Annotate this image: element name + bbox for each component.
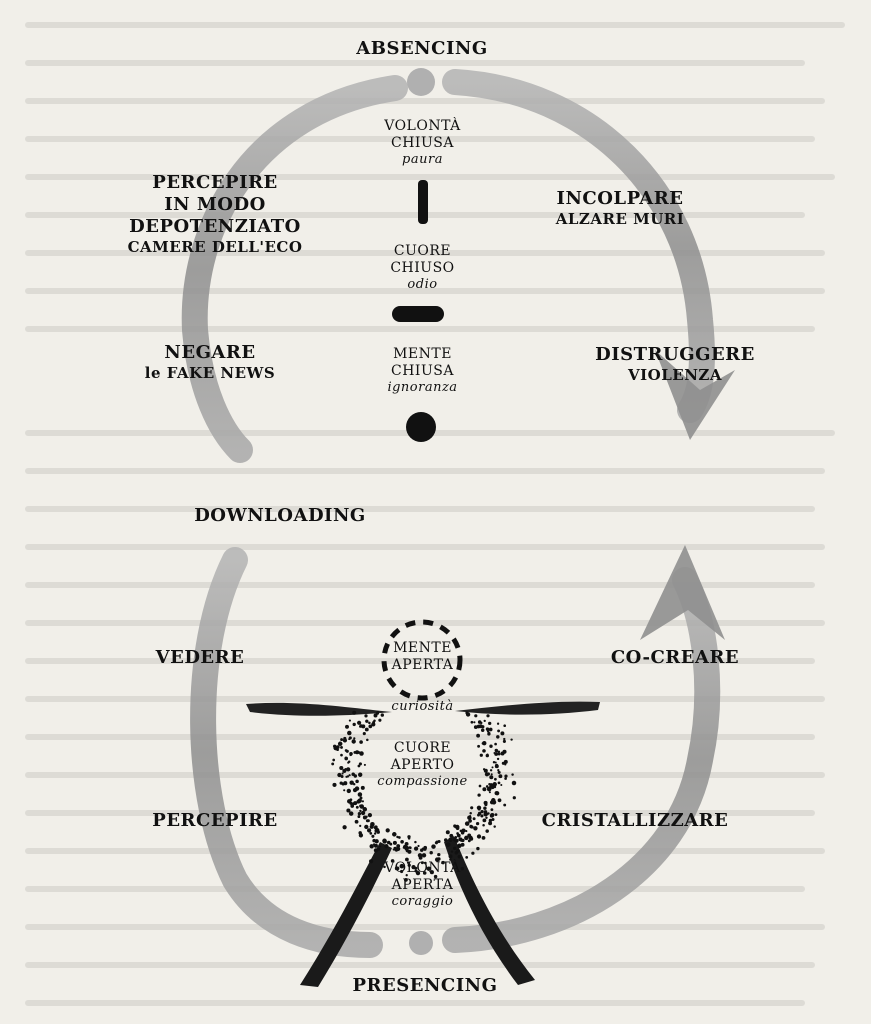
stipple-dot <box>418 853 422 857</box>
open-figure-right-leg <box>444 836 535 985</box>
stipple-dot <box>338 742 343 747</box>
stipple-dot <box>474 725 478 729</box>
stipple-dot <box>469 815 471 817</box>
stipple-dot <box>368 722 371 725</box>
stipple-dot <box>446 830 450 834</box>
stipple-dot <box>477 806 481 810</box>
stipple-dot <box>382 839 386 843</box>
stipple-dot <box>405 846 409 850</box>
stipple-dot <box>349 736 352 739</box>
label-open-heart: CUORE APERTO compassione <box>377 740 468 790</box>
label-downloading: DOWNLOADING <box>194 505 366 526</box>
stipple-dot <box>405 842 409 846</box>
stipple-dot <box>473 721 475 723</box>
stipple-dot <box>408 837 411 840</box>
stipple-dot <box>492 800 497 805</box>
label-presencing: PRESENCING <box>352 975 498 996</box>
stipple-dot <box>486 727 489 730</box>
stipple-dot <box>356 800 360 804</box>
stipple-dot <box>451 850 453 852</box>
label-open-mind: MENTE APERTA <box>391 640 454 674</box>
label-vedere: VEDERE <box>155 647 245 668</box>
stipple-dot <box>357 721 361 725</box>
stipple-dot <box>363 732 366 735</box>
stipple-dot <box>481 728 484 731</box>
stipple-dot <box>449 834 453 838</box>
stipple-dot <box>470 837 474 841</box>
stipple-dot <box>482 836 486 840</box>
stipple-dot <box>458 855 461 858</box>
stipple-dot <box>340 746 343 749</box>
stipple-dot <box>369 844 373 848</box>
stipple-dot <box>342 825 346 829</box>
stipple-dot <box>339 766 343 770</box>
stipple-dot <box>489 819 492 822</box>
stipple-dot <box>457 834 461 838</box>
stipple-dot <box>422 847 424 849</box>
stipple-dot <box>435 841 438 844</box>
stipple-dot <box>465 830 467 832</box>
label-open-mind-sub: curiosità <box>391 699 454 714</box>
stipple-dot <box>480 814 483 817</box>
stipple-dot <box>503 804 506 807</box>
stipple-dot <box>359 810 361 812</box>
stipple-dot <box>372 721 375 724</box>
stipple-dot <box>357 815 360 818</box>
stipple-dot <box>473 826 477 830</box>
stipple-dot <box>340 754 343 757</box>
stipple-dot <box>387 841 391 845</box>
stipple-dot <box>461 843 465 847</box>
closed-heart-bar <box>392 306 444 322</box>
stipple-dot <box>470 825 473 828</box>
stipple-dot <box>396 844 400 848</box>
stipple-dot <box>470 806 473 809</box>
stipple-dot <box>371 835 374 838</box>
stipple-dot <box>377 848 380 851</box>
stipple-dot <box>485 817 487 819</box>
stipple-dot <box>500 731 504 735</box>
stipple-dot <box>350 804 354 808</box>
stipple-dot <box>482 818 486 822</box>
stipple-dot <box>347 731 351 735</box>
stipple-dot <box>478 834 481 837</box>
stipple-dot <box>489 728 493 732</box>
stipple-dot <box>369 832 372 835</box>
label-incolpare: INCOLPARE ALZARE MURI <box>555 188 685 228</box>
stipple-dot <box>448 838 452 842</box>
stipple-dot <box>361 811 365 815</box>
stipple-dot <box>497 723 499 725</box>
stipple-dot <box>471 852 474 855</box>
stipple-dot <box>342 772 344 774</box>
stipple-dot <box>336 748 339 751</box>
stipple-dot <box>449 854 453 858</box>
label-co-creare: CO-CREARE <box>610 647 740 668</box>
stipple-dot <box>461 839 464 842</box>
stipple-dot <box>379 845 381 847</box>
stipple-dot <box>386 828 390 832</box>
stipple-dot <box>359 825 361 827</box>
stipple-dot <box>500 784 502 786</box>
stipple-dot <box>503 740 506 743</box>
stipple-dot <box>512 781 517 786</box>
stipple-dot <box>479 724 483 728</box>
stipple-dot <box>422 853 426 857</box>
stipple-dot <box>359 833 363 837</box>
stipple-dot <box>345 725 349 729</box>
stipple-dot <box>484 720 486 722</box>
stipple-dot <box>495 791 499 795</box>
stipple-dot <box>490 808 493 811</box>
label-closed-mind: MENTE CHIUSA ignoranza <box>387 346 458 396</box>
stipple-dot <box>359 805 362 808</box>
stipple-dot <box>501 752 505 756</box>
presencing-dot <box>409 931 433 955</box>
stipple-dot <box>461 831 465 835</box>
stipple-dot <box>368 725 372 729</box>
open-heart-dotted-body <box>331 711 516 882</box>
stipple-dot <box>331 762 334 765</box>
stipple-dot <box>437 853 440 856</box>
stipple-dot <box>496 735 499 738</box>
stipple-dot <box>374 826 377 829</box>
label-percepire-depotenziato: PERCEPIRE IN MODO DEPOTENZIATO CAMERE DELL'ECO <box>127 172 303 256</box>
stipple-dot <box>471 721 474 724</box>
stipple-dot <box>444 838 448 842</box>
stipple-dot <box>493 825 495 827</box>
stipple-dot <box>489 791 491 793</box>
stipple-dot <box>456 849 460 853</box>
stipple-dot <box>490 814 494 818</box>
closed-mind-dot <box>406 412 436 442</box>
stipple-dot <box>366 819 369 822</box>
stipple-dot <box>364 825 368 829</box>
label-absencing: ABSENCING <box>356 38 488 59</box>
stipple-dot <box>368 813 372 817</box>
stipple-dot <box>340 738 343 741</box>
stipple-dot <box>476 847 479 850</box>
stipple-dot <box>455 825 459 829</box>
stipple-dot <box>392 832 397 837</box>
stipple-dot <box>504 763 506 765</box>
stipple-dot <box>476 734 480 738</box>
stipple-dot <box>511 773 513 775</box>
stipple-dot <box>485 829 488 832</box>
stipple-dot <box>504 777 507 780</box>
stipple-dot <box>393 841 397 845</box>
stipple-dot <box>384 844 388 848</box>
stipple-dot <box>483 812 487 816</box>
stipple-dot <box>414 846 418 850</box>
stipple-dot <box>498 798 502 802</box>
stipple-dot <box>414 841 416 843</box>
stipple-dot <box>409 846 412 849</box>
lower-right-arrowhead <box>640 545 725 640</box>
stipple-dot <box>513 796 516 799</box>
stipple-dot <box>376 830 380 834</box>
label-negare: NEGARE le FAKE NEWS <box>144 342 276 382</box>
stipple-dot <box>482 824 485 827</box>
stipple-dot <box>363 815 367 819</box>
stipple-dot <box>400 840 404 844</box>
stipple-dot <box>359 725 361 727</box>
stipple-dot <box>497 729 500 732</box>
stipple-dot <box>495 813 498 816</box>
stipple-dot <box>467 833 471 837</box>
stipple-dot <box>488 722 491 725</box>
stipple-dot <box>477 793 480 796</box>
closed-will-bar <box>418 180 428 224</box>
stipple-dot <box>349 720 351 722</box>
stipple-dot <box>394 847 397 850</box>
label-percepire-lower: PERCEPIRE <box>152 810 278 831</box>
stipple-dot <box>365 720 368 723</box>
stipple-dot <box>374 832 376 834</box>
absencing-dot <box>407 68 435 96</box>
stipple-dot <box>465 856 468 859</box>
label-closed-will: VOLONTÀ CHIUSA paura <box>384 118 461 168</box>
stipple-dot <box>484 803 487 806</box>
stipple-dot <box>356 806 359 809</box>
stipple-dot <box>370 825 374 829</box>
stipple-dot <box>486 714 489 717</box>
stipple-dot <box>469 812 471 814</box>
stipple-dot <box>476 822 479 825</box>
stipple-dot <box>504 774 507 777</box>
stipple-dot <box>488 732 490 734</box>
stipple-dot <box>473 817 476 820</box>
stipple-dot <box>403 847 405 849</box>
stipple-dot <box>510 738 512 740</box>
stipple-dot <box>438 840 441 843</box>
stipple-dot <box>455 839 459 843</box>
stipple-dot <box>349 811 353 815</box>
stipple-dot <box>358 812 361 815</box>
stipple-dot <box>353 723 356 726</box>
stipple-dot <box>374 848 378 852</box>
stipple-dot <box>378 719 381 722</box>
stipple-dot <box>504 760 508 764</box>
stipple-dot <box>337 773 341 777</box>
stipple-dot <box>468 819 472 823</box>
label-distruggere: DISTRUGGERE VIOLENZA <box>595 344 755 384</box>
stipple-dot <box>455 836 458 839</box>
label-cristallizzare: CRISTALLIZZARE <box>541 810 729 831</box>
stipple-dot <box>372 839 376 843</box>
stipple-dot <box>367 828 371 832</box>
label-closed-heart: CUORE CHIUSO odio <box>390 243 455 293</box>
stipple-dot <box>362 800 364 802</box>
stipple-dot <box>333 745 336 748</box>
stipple-dot <box>503 724 506 727</box>
stipple-dot <box>332 783 336 787</box>
stipple-dot <box>352 711 356 715</box>
stipple-dot <box>417 845 419 847</box>
stipple-dot <box>355 820 358 823</box>
stipple-dot <box>483 806 486 809</box>
stipple-dot <box>358 792 363 797</box>
stipple-dot <box>365 728 369 732</box>
stipple-dot <box>398 836 401 839</box>
stipple-dot <box>503 738 505 740</box>
label-open-will: VOLONTÀ APERTA coraggio <box>384 860 461 910</box>
stipple-dot <box>446 842 451 847</box>
stipple-dot <box>430 851 433 854</box>
stipple-dot <box>453 847 456 850</box>
stipple-dot <box>480 722 482 724</box>
stipple-dot <box>431 844 435 848</box>
stipple-dot <box>478 812 481 815</box>
stipple-dot <box>332 759 335 762</box>
